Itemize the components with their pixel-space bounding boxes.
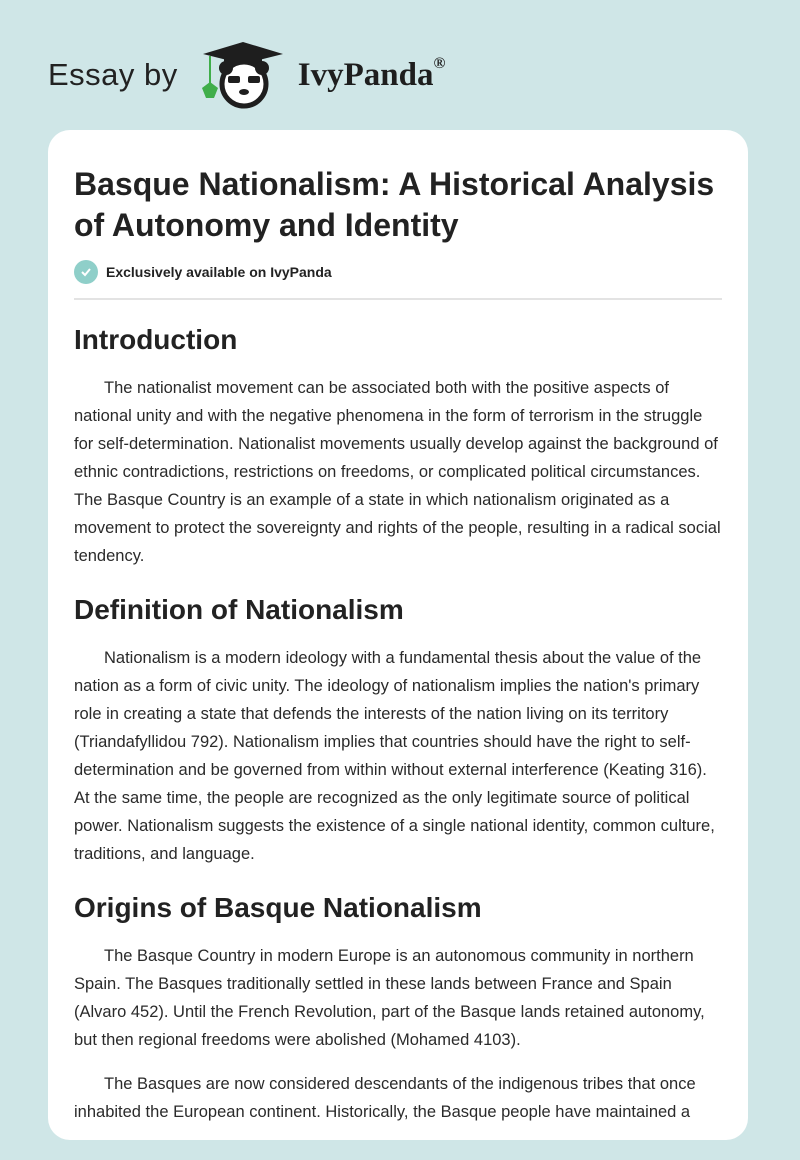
brand-header <box>48 40 445 110</box>
brand-text: IvyPanda <box>297 56 434 93</box>
paragraph: The nationalist movement can be associated both with the positive aspects of national unity and with the negative phenomena in the form of terrorism in the struggle for self-determination. Nationalist movements usually develop against the background of ethnic contradictions, restrictions on freedoms, or complicated political circumstances. The Basque Country is an example of a state in which nationalism originated as a movement to protect the sovereignty and rights of the people, resulting in a radical social tendency. <box>74 379 721 565</box>
essay-by-label: Essay by <box>48 57 178 92</box>
registered-mark: ® <box>433 54 446 72</box>
brand-name <box>297 54 446 94</box>
check-icon <box>74 260 98 284</box>
paragraph: Nationalism is a modern ideology with a fundamental thesis about the value of the nation as a form of civic unity. The ideology of nationalism implies the nation's primary role in creating a state that defends the interests of the nation living on its territory (Triandafyllidou 792). Nationalism implies that countries should have the right to self-determination and be governed from within without external interference (Keating 316). At the same time, the people are recognized as the only legitimate source of political power. Nationalism suggests the existence of a single national identity, common culture, traditions, and language. <box>74 649 715 863</box>
ivypanda-logo-icon <box>198 40 288 110</box>
paragraph: The Basque Country in modern Europe is an autonomous community in northern Spain. The Basques traditionally settled in these lands between France and Spain (Alvaro 452). Until the French Revolution, part of the Basque lands retained autonomy, but then regional freedoms were abolished (Mohamed 4103). <box>74 947 705 1049</box>
essay-title: Basque Nationalism: A Historical Analysis of Autonomy and Identity <box>74 166 715 243</box>
paragraph: The Basques are now considered descendants of the indigenous tribes that once inhabited the European continent. Historically, the Basque people have maintained a <box>74 1075 696 1121</box>
section-heading: Definition of Nationalism <box>74 594 404 625</box>
essay-card <box>48 130 748 1140</box>
badge-text: Exclusively available on IvyPanda <box>106 264 332 280</box>
exclusive-badge <box>74 260 722 300</box>
section-heading: Introduction <box>74 324 238 355</box>
section-heading: Origins of Basque Nationalism <box>74 892 482 923</box>
